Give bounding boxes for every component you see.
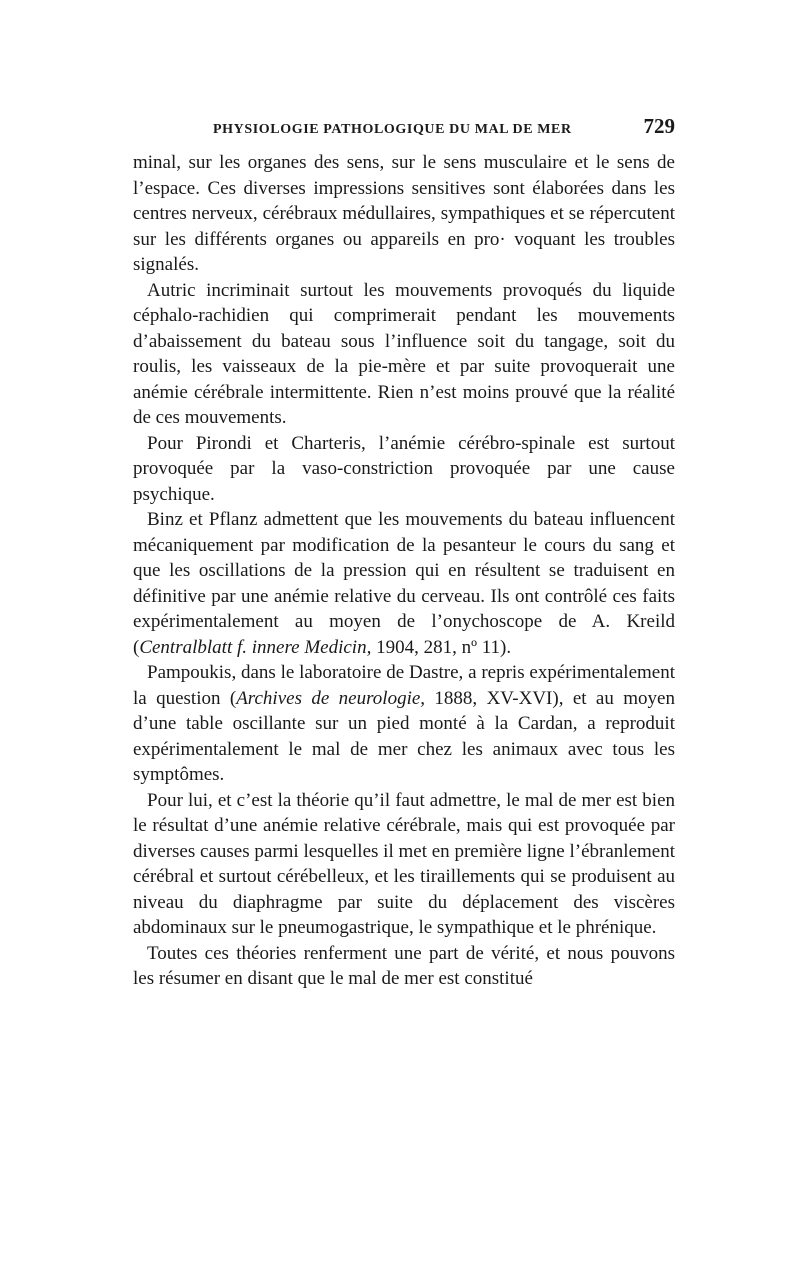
page-number: 729: [643, 114, 675, 138]
paragraph-7: Toutes ces théories renferment une part de vérité, et nous pouvons les résumer en disant que le mal de mer est constitué: [133, 942, 675, 989]
page-header: [133, 112, 675, 146]
body-text: [133, 150, 675, 992]
paragraph-6: Pour lui, et c’est la théorie qu’il faut admettre, le mal de mer est bien le résultat d’une anémie relative cérébrale, mais qui est provoquée par diverses causes parmi lesquelles il met en première ligne l’ébranlement cérébral et surtout cérébelleux, et les tiraillements qui se produisent au niveau du diaphragme par suite du déplacement des viscères abdominaux sur le pneumogastrique, le sympathique et le phrénique.: [133, 789, 675, 938]
citation-title: Centralblatt f. innere Medicin,: [139, 636, 372, 658]
paragraph-4: Binz et Pflanz admettent que les mouvements du bateau influencent mécaniquement par modification de la pesanteur le cours du sang et que les oscillations de la pression qui en résultent se traduisent en définitive par une anémie relative du cerveau. Ils ont contrôlé ces faits expérimentalement au moyen de l’onychoscope de A. Kreild (Centralblatt f. innere Medicin, 1904, 281, nº 11).: [133, 509, 675, 658]
paragraph-5: Pampoukis, dans le laboratoire de Dastre, a repris expérimentalement la question (Archives de neurologie, 1888, XV-XVI), et au moyen d’une table oscillante sur un pied monté à la Cardan, a reproduit expérimentalement le mal de mer chez les animaux avec tous les symptômes.: [133, 662, 675, 785]
paragraph-2: Autric incriminait surtout les mouvements provoqués du liquide céphalo-rachidien qui comprimerait pendant les mouvements d’abaissement du bateau sous l’influence soit du tangage, soit du roulis, les vaisseaux de la pie-mère et par suite provoquerait une anémie cérébrale intermittente. Rien n’est moins prouvé que la réalité de ces mouvements.: [133, 279, 675, 428]
citation-title: Archives de neurologie,: [236, 687, 426, 709]
paragraph-1: minal, sur les organes des sens, sur le sens musculaire et le sens de l’espace. Ces diverses impressions sensitives sont élaborées dans les centres nerveux, cérébraux médullaires, sympathiques et se répercutent sur les différents organes ou appareils en pro· voquant les troubles signalés.: [133, 152, 675, 275]
paragraph-3: Pour Pirondi et Charteris, l’anémie cérébro-spinale est surtout provoquée par la vaso-constriction provoquée par une cause psychique.: [133, 432, 675, 505]
running-head: PHYSIOLOGIE PATHOLOGIQUE DU MAL DE MER: [213, 122, 572, 137]
